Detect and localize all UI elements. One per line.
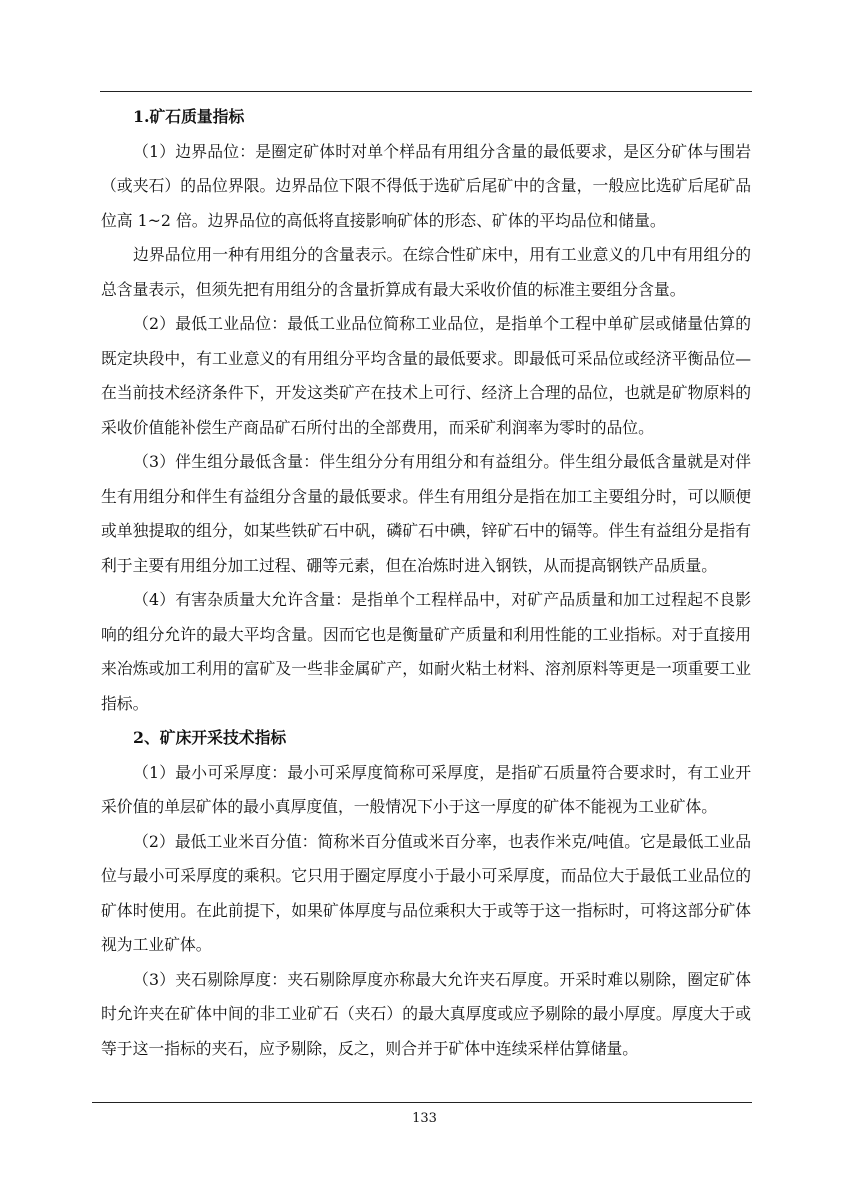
paragraph-cutoff-grade: （1）边界品位：是圈定矿体时对单个样品有用组分含量的最低要求，是区分矿体与围岩（或夹石）的品位界限。边界品位下限不得低于选矿后尾矿中的含量，一般应比选矿后尾矿品位高 1~2 倍。边界品位的高低将直接影响矿体的形态、矿体的平均品位和储量。 bbox=[101, 141, 751, 230]
paragraph-minimum-mineable-thickness: （1）最小可采厚度：最小可采厚度简称可采厚度，是指矿石质量符合要求时，有工业开采价值的单层矿体的最小真厚度值，一般情况下小于这一厚度的矿体不能视为工业矿体。 bbox=[101, 762, 751, 816]
paragraph-minimum-industrial-grade: （2）最低工业品位：最低工业品位简称工业品位，是指单个工程中单矿层或储量估算的既定块段中，有工业意义的有用组分平均含量的最低要求。即最低可采品位或经济平衡品位—在当前技术经济条件下，开发这类矿产在技术上可行、经济上合理的品位，也就是矿物原料的采收价值能补偿生产商品矿石所付出的全部费用，而采矿利润率为零时的品位。 bbox=[101, 314, 751, 437]
section-heading-ore-quality: 1.矿石质量指标 bbox=[133, 107, 245, 126]
page-content bbox=[101, 100, 751, 1066]
paragraph-associated-component-content: （3）伴生组分最低含量：伴生组分分有用组分和有益组分。伴生组分最低含量就是对伴生有用组分和伴生有益组分含量的最低要求。伴生有用组分是指在加工主要组分时，可以顺便或单独提取的组分，如某些铁矿石中矾，磷矿石中碘，锌矿石中的镉等。伴生有益组分是指有利于主要有用组分加工过程、硼等元素，但在冶炼时进入钢铁，从而提高钢铁产品质量。 bbox=[101, 452, 751, 575]
paragraph-waste-rejection-thickness: （3）夹石剔除厚度：夹石剔除厚度亦称最大允许夹石厚度。开采时难以剔除，圈定矿体时允许夹在矿体中间的非工业矿石（夹石）的最大真厚度或应予剔除的最小厚度。厚度大于或等于这一指标的夹石，应予剔除，反之，则合并于矿体中连续采样估算储量。 bbox=[101, 969, 751, 1058]
page-number: 133 bbox=[412, 1111, 437, 1126]
header-rule bbox=[100, 91, 752, 92]
paragraph-harmful-impurity-content: （4）有害杂质量大允许含量：是指单个工程样品中，对矿产品质量和加工过程起不良影响的组分允许的最大平均含量。因而它也是衡量矿产质量和利用性能的工业指标。对于直接用来冶炼或加工利用的富矿及一些非金属矿产，如耐火粘土材料、溶剂原料等更是一项重要工业指标。 bbox=[101, 590, 751, 713]
section-heading-mining-technical: 2、矿床开采技术指标 bbox=[133, 728, 287, 747]
paragraph-cutoff-grade-expression: 边界品位用一种有用组分的含量表示。在综合性矿床中，用有工业意义的几中有用组分的总含量表示，但须先把有用组分的含量折算成有最大采收价值的标准主要组分含量。 bbox=[101, 245, 751, 299]
paragraph-minimum-meter-percent: （2）最低工业米百分值：简称米百分值或米百分率，也表作米克/吨值。它是最低工业品位与最小可采厚度的乘积。它只用于圈定厚度小于最小可采厚度，而品位大于最低工业品位的矿体时使用。在此前提下，如果矿体厚度与品位乘积大于或等于这一指标时，可将这部分矿体视为工业矿体。 bbox=[101, 831, 751, 954]
footer-rule bbox=[92, 1102, 752, 1103]
